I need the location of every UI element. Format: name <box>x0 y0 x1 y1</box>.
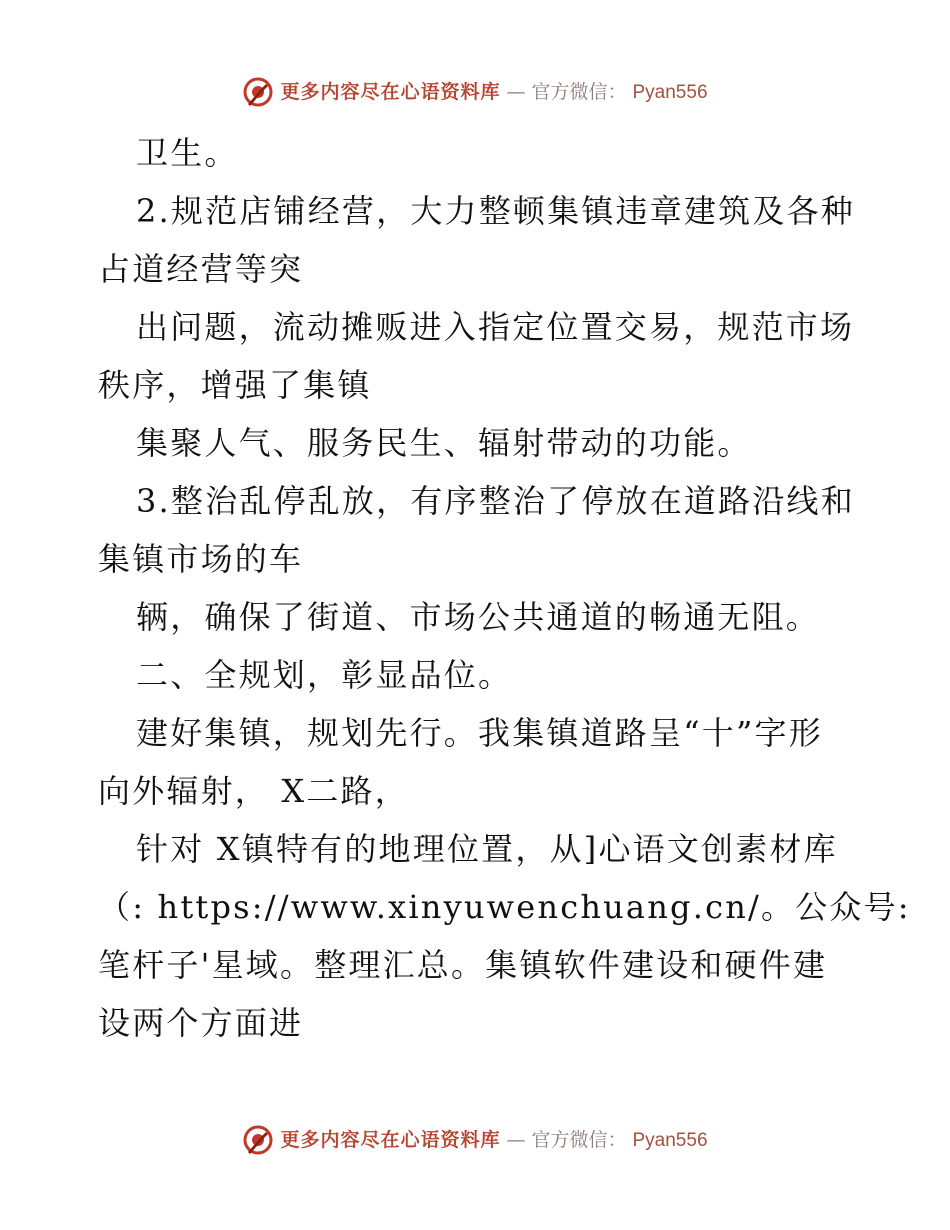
banner-wechat-label: 官方微信： <box>531 1128 627 1151</box>
text-line: 秩序，增强了集镇 <box>98 366 372 404</box>
document-body <box>98 124 911 1052</box>
text-line: 辆，确保了街道、市场公共通道的畅通无阻。 <box>136 598 821 636</box>
text-line: 2.规范店铺经营，大力整顿集镇违章建筑及各种 <box>136 192 855 230</box>
banner-wechat-id: Pyan556 <box>632 81 708 103</box>
text-line: 向外辐射， X二路， <box>98 772 409 810</box>
footer-watermark-banner <box>0 1120 950 1160</box>
banner-dash: — <box>506 80 526 103</box>
banner-wechat-label: 官方微信： <box>531 80 627 103</box>
text-line: 设两个方面进 <box>98 1004 304 1042</box>
text-line: 针对 X镇特有的地理位置，从]心语文创素材库 <box>136 830 838 868</box>
banner-title: 更多内容尽在心语资料库 <box>280 1128 501 1151</box>
banner-dash: — <box>506 1128 526 1151</box>
text-line: 占道经营等突 <box>98 250 304 288</box>
pen-logo-icon <box>242 1124 274 1156</box>
text-line: 卫生。 <box>136 134 239 172</box>
text-line: 二、全规划，彰显品位。 <box>136 656 513 694</box>
text-line: 集聚人气、服务民生、辐射带动的功能。 <box>136 424 752 462</box>
banner-title: 更多内容尽在心语资料库 <box>280 80 501 103</box>
text-line: 3.整治乱停乱放，有序整治了停放在道路沿线和 <box>136 482 855 520</box>
text-line: 集镇市场的车 <box>98 540 304 578</box>
text-line: （: https://www.xinyuwenchuang.cn/。公众号: <box>98 888 911 926</box>
header-watermark-banner <box>0 72 950 112</box>
text-line: 建好集镇，规划先行。我集镇道路呈“十”字形 <box>136 714 823 752</box>
text-line: 笔杆子'星域。整理汇总。集镇软件建设和硬件建 <box>98 946 828 984</box>
pen-logo-icon <box>242 76 274 108</box>
text-line: 出问题，流动摊贩进入指定位置交易，规范市场 <box>136 308 855 346</box>
banner-wechat-id: Pyan556 <box>632 1129 708 1151</box>
